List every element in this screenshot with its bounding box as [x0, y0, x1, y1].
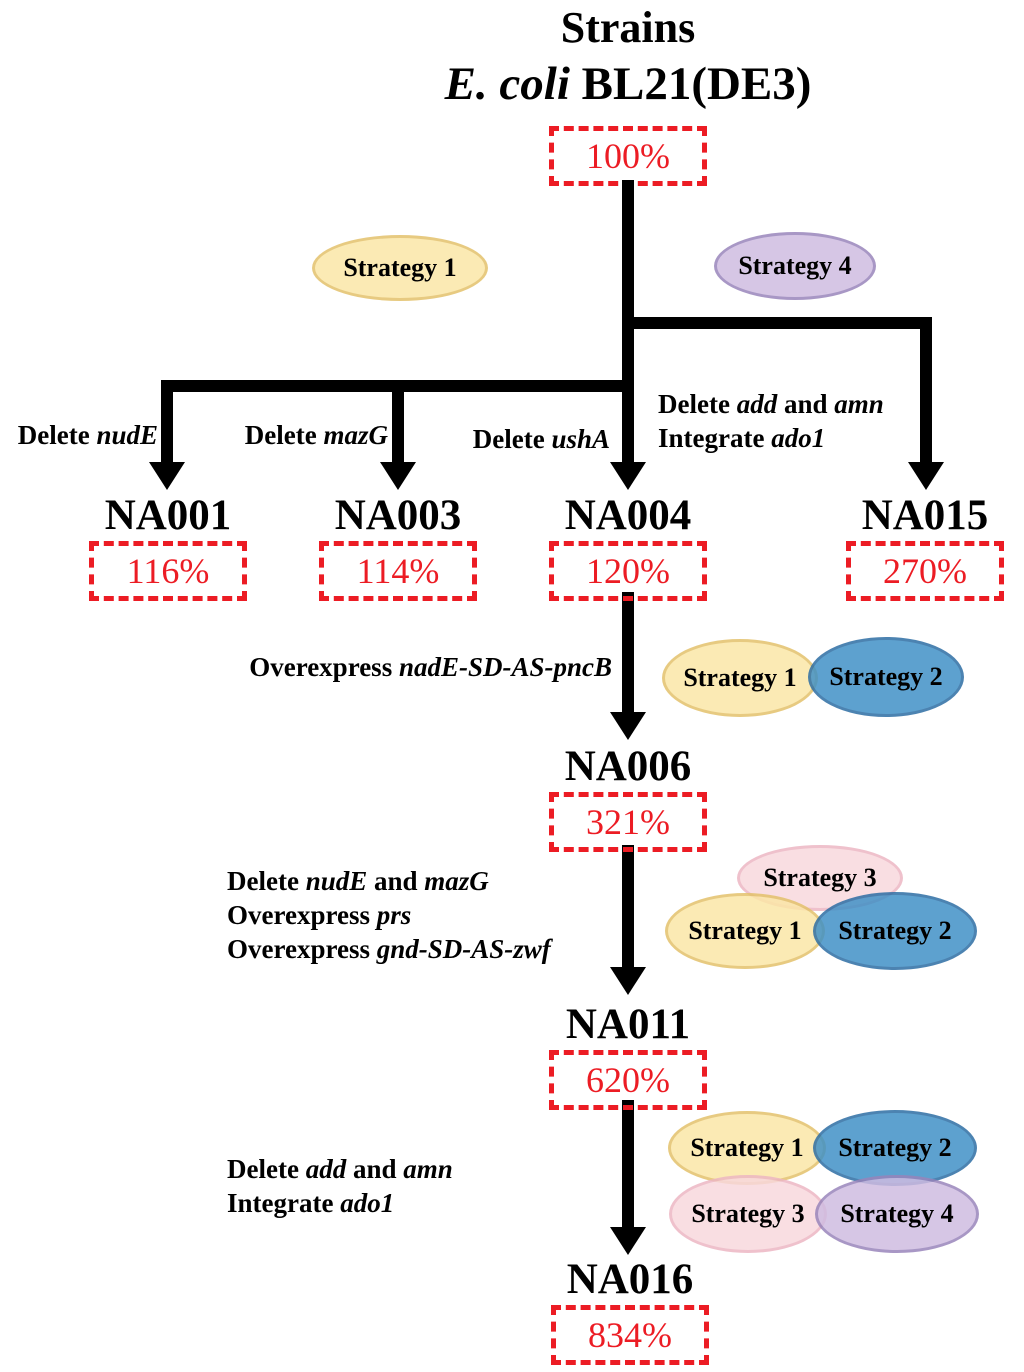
strain-node-na006: [518, 743, 738, 852]
root-percent-box: [549, 126, 707, 186]
action-text: Overexpress: [227, 900, 377, 930]
gene-ushA: ushA: [551, 424, 610, 454]
percent-box-na016: [551, 1305, 709, 1365]
title-line-strains: Strains: [560, 3, 696, 52]
strategy-1-ellipse-na006: [662, 639, 818, 717]
branch-line-right: [628, 317, 932, 329]
strain-name: NA001: [104, 492, 232, 539]
species-name: E. coli: [444, 58, 570, 110]
percent-value: 120%: [586, 551, 670, 591]
strain-id: BL21(DE3): [569, 58, 812, 110]
conj-text: and: [777, 389, 835, 419]
action-text: Integrate: [227, 1188, 341, 1218]
action-text: Overexpress: [249, 652, 399, 682]
action-text: Delete: [227, 1154, 306, 1184]
gene-nudE: nudE: [305, 866, 368, 896]
strain-name: NA015: [861, 492, 989, 539]
strategy-4-label: Strategy 4: [840, 1199, 954, 1228]
percent-value: 116%: [126, 551, 210, 591]
percent-value: 834%: [588, 1315, 672, 1355]
edge-label-na011-line3: [227, 932, 551, 966]
percent-value: 620%: [586, 1060, 670, 1100]
strategy-2-ellipse-na011: [813, 892, 977, 970]
strategy-1-ellipse-na016: [668, 1111, 826, 1185]
line-na011-to-na016: [622, 1100, 634, 1227]
gene-add: add: [736, 389, 778, 419]
arrowhead-na011: [610, 967, 646, 995]
gene-amn: amn: [403, 1154, 453, 1184]
strain-node-na011: [518, 1001, 738, 1110]
arrowhead-na015: [908, 462, 944, 490]
strategy-3-label: Strategy 3: [763, 863, 877, 892]
branch-label-delete-nudE: [18, 418, 158, 452]
line-na004-to-na006: [622, 592, 634, 712]
strategy-1-label: Strategy 1: [688, 916, 802, 945]
branch-label-na015-line2: [658, 421, 884, 455]
gene-add: add: [305, 1154, 347, 1184]
strain-node-na001: [58, 492, 278, 601]
strain-name: NA003: [334, 492, 462, 539]
percent-value: 114%: [356, 551, 440, 591]
gene-prs: prs: [376, 900, 412, 930]
edge-label-na011: [227, 864, 551, 966]
percent-box-na011: [549, 1050, 707, 1110]
branch-label-delete-ushA: [473, 422, 610, 456]
diagram-title: [328, 0, 928, 112]
strain-name: NA004: [564, 492, 692, 539]
percent-value: 270%: [883, 551, 967, 591]
line-to-na001: [161, 386, 173, 462]
gene-ado1: ado1: [340, 1188, 395, 1218]
conj-text: and: [346, 1154, 404, 1184]
strain-name: NA011: [565, 1001, 691, 1048]
gene-gnd-SD-AS-zwf: gnd-SD-AS-zwf: [376, 934, 551, 964]
arrowhead-na001: [149, 462, 185, 490]
gene-nadE-SD-AS-pncB: nadE-SD-AS-pncB: [398, 652, 612, 682]
strain-node-na003: [288, 492, 508, 601]
strategy-2-ellipse-na006: [808, 637, 964, 717]
strain-node-na004: [518, 492, 738, 601]
strategy-3-label: Strategy 3: [691, 1199, 805, 1228]
action-text: Integrate: [658, 423, 772, 453]
strategy-1-label: Strategy 1: [690, 1133, 804, 1162]
root-node: [518, 124, 738, 186]
strain-node-na016: [520, 1256, 740, 1365]
action-text: Delete: [17, 420, 97, 450]
percent-box-na015: [846, 541, 1004, 601]
gene-mazG: mazG: [323, 420, 388, 450]
percent-box-na004: [549, 541, 707, 601]
percent-box-na001: [89, 541, 247, 601]
strategy-1-ellipse-top: [312, 235, 488, 301]
branch-label-na015: [658, 387, 884, 455]
action-text: Delete: [658, 389, 737, 419]
gene-ado1: ado1: [771, 423, 826, 453]
edge-label-na006: [249, 650, 612, 684]
edge-label-na011-line1: [227, 864, 551, 898]
arrowhead-na004: [610, 462, 646, 490]
gene-nudE: nudE: [96, 420, 158, 450]
action-text: Delete: [227, 866, 306, 896]
strategy-3-ellipse-na016: [669, 1175, 827, 1253]
strategy-4-ellipse-na016: [815, 1175, 979, 1253]
percent-box-na003: [319, 541, 477, 601]
strategy-1-label: Strategy 1: [343, 253, 457, 282]
line-to-na015: [920, 317, 932, 462]
edge-label-na011-line2: [227, 898, 551, 932]
arrowhead-na016: [610, 1227, 646, 1255]
root-percent-value: 100%: [586, 136, 670, 176]
line-na006-to-na011: [622, 845, 634, 967]
branch-label-na015-line1: [658, 387, 884, 421]
gene-mazG: mazG: [424, 866, 489, 896]
strain-name: NA016: [566, 1256, 694, 1303]
action-text: Delete: [472, 424, 552, 454]
strain-name: NA006: [564, 743, 692, 790]
strategy-1-label: Strategy 1: [683, 663, 797, 692]
edge-label-na016: [227, 1152, 453, 1220]
percent-box-na006: [549, 792, 707, 852]
action-text: Delete: [244, 420, 324, 450]
strategy-4-label: Strategy 4: [738, 251, 852, 280]
strategy-2-label: Strategy 2: [838, 1133, 952, 1162]
title-line-strain-id: [328, 56, 928, 112]
line-to-na003: [392, 386, 404, 462]
branch-label-delete-mazG: [245, 418, 388, 452]
strategy-4-ellipse-top: [714, 232, 876, 300]
edge-label-na016-line2: [227, 1186, 453, 1220]
strain-node-na015: [815, 492, 1024, 601]
conj-text: and: [367, 866, 425, 896]
strategy-2-label: Strategy 2: [838, 916, 952, 945]
action-text: Overexpress: [227, 934, 377, 964]
arrowhead-na003: [380, 462, 416, 490]
percent-value: 321%: [586, 802, 670, 842]
gene-amn: amn: [834, 389, 884, 419]
edge-label-na016-line1: [227, 1152, 453, 1186]
strategy-2-label: Strategy 2: [829, 662, 943, 691]
strategy-1-ellipse-na011: [665, 893, 825, 969]
arrowhead-na006: [610, 712, 646, 740]
